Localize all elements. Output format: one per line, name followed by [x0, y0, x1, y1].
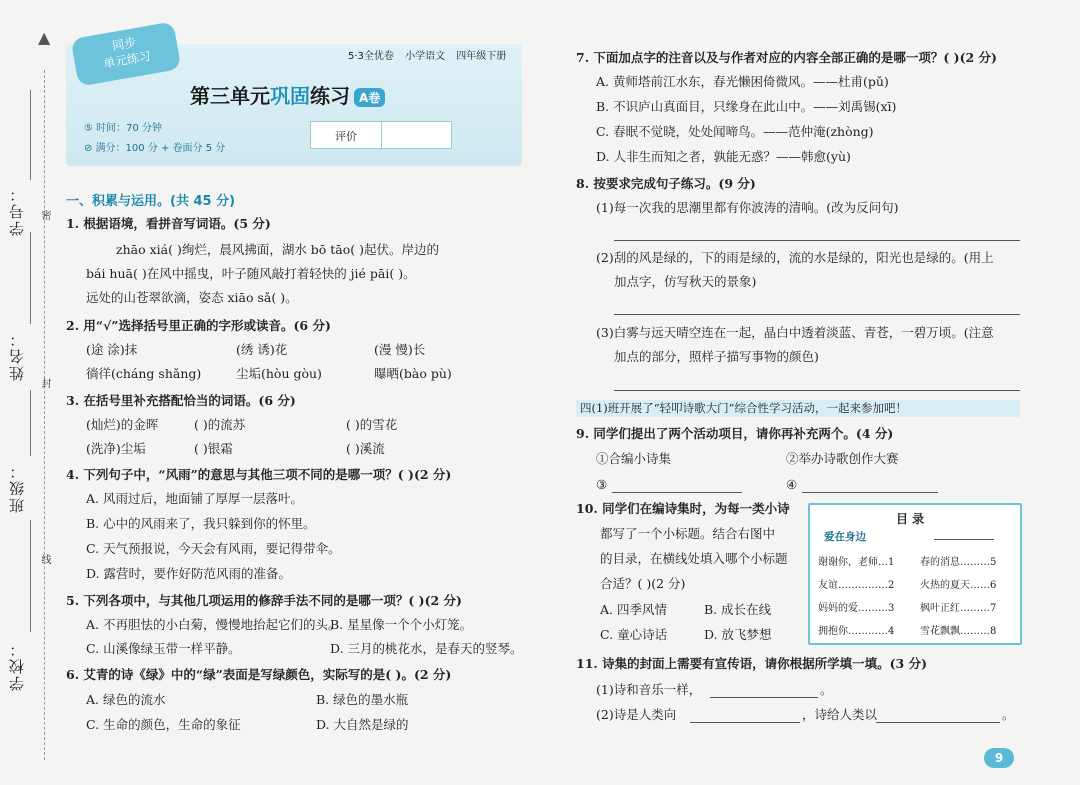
q9-item-4: ④: [786, 477, 798, 492]
q2-c[interactable]: (漫 慢)长: [374, 342, 426, 357]
toc-item: 谢谢你，老师…1: [818, 557, 895, 568]
school-label: 学校：: [8, 640, 26, 691]
q9-blank-4[interactable]: [802, 492, 938, 493]
page-title: [190, 80, 385, 109]
q10-line3: 的目录，在横线处填入哪个小标题: [600, 551, 788, 566]
q8-sub3-a: (3)白雾与远天晴空连在一起，晶白中透着淡蓝、青苍，一碧万顷。(注意: [596, 325, 994, 340]
series-name: 5·3全优卷: [348, 51, 394, 62]
q10-option-d[interactable]: D. 放飞梦想: [704, 627, 772, 642]
toc-item: 春的消息………5: [920, 557, 997, 568]
toc-item: 拥抱你…………4: [818, 626, 895, 637]
evaluation-box[interactable]: [310, 121, 452, 149]
q3-f[interactable]: ( )溪流: [346, 441, 385, 456]
title-pre: 第三单元: [190, 84, 270, 108]
q10-line2: 都写了一个小标题。结合右图中: [600, 526, 776, 541]
series-info: [340, 47, 506, 62]
q9-stem: 9. 同学们提出了两个活动项目，请你再补充两个。(4 分): [576, 426, 894, 441]
table-of-contents: [808, 503, 1022, 645]
q3-a: (灿烂)的金晖: [86, 417, 159, 432]
q8-answer-line-1[interactable]: [614, 240, 1020, 241]
title-post: 练习: [310, 84, 350, 108]
q2-d[interactable]: 徜徉(cháng shǎng): [86, 366, 202, 381]
q5-option-c[interactable]: C. 山溪像绿玉带一样平静。: [86, 641, 241, 656]
rocket-icon: ▲: [38, 28, 51, 47]
q4-option-b[interactable]: B. 心中的风雨来了，我只躲到你的怀里。: [86, 516, 316, 531]
q11-blank-2[interactable]: [690, 722, 800, 723]
time-limit: ⑤ 时间：70 分钟: [84, 123, 163, 134]
q11-line1-end: 。: [820, 682, 833, 697]
section-heading: 一、积累与运用。(共 45 分): [66, 194, 236, 209]
paper-badge: A卷: [354, 88, 385, 107]
q2-a[interactable]: (途 涂)抹: [86, 342, 138, 357]
eval-label: 评价: [335, 130, 357, 143]
q8-answer-line-3[interactable]: [614, 390, 1020, 391]
q4-option-d[interactable]: D. 露营时，要作好防范风雨的准备。: [86, 566, 292, 581]
q10-line1: 10. 同学们在编诗集时，为每一类小诗: [576, 501, 790, 516]
subject: 小学语文: [405, 51, 446, 62]
page-number: 9: [984, 748, 1014, 768]
q10-option-a[interactable]: A. 四季风情: [600, 602, 667, 617]
q11-line2-b: ，诗给人类以: [802, 707, 878, 722]
q7-option-d[interactable]: D. 人非生而知之者，孰能无惑？——韩愈(yù): [596, 149, 851, 164]
class-label: 班级：: [8, 462, 26, 513]
q8-sub1: (1)每一次我的思潮里都有你波涛的清响。(改为反问句): [596, 200, 899, 215]
toc-category: 爱在身边: [824, 531, 866, 543]
q3-e[interactable]: ( )银霜: [194, 441, 233, 456]
q8-answer-line-2[interactable]: [614, 314, 1020, 315]
q4-option-c[interactable]: C. 天气预报说，今天会有风雨，要记得带伞。: [86, 541, 341, 556]
toc-category-blank[interactable]: [934, 539, 994, 540]
q5-option-b[interactable]: B. 星星像一个个小灯笼。: [330, 617, 473, 632]
q5-stem: 5. 下列各项中，与其他几项运用的修辞手法不同的是哪一项？( )(2 分): [66, 593, 462, 608]
q6-option-c[interactable]: C. 生命的颜色，生命的象征: [86, 717, 241, 732]
q10-option-c[interactable]: C. 童心诗话: [600, 627, 668, 642]
toc-item: 友谊……………2: [818, 580, 895, 591]
q8-stem: 8. 按要求完成句子练习。(9 分): [576, 176, 756, 191]
student-id-field[interactable]: [30, 90, 31, 180]
q3-stem: 3. 在括号里补充搭配恰当的词语。(6 分): [66, 393, 296, 408]
q7-option-b[interactable]: B. 不识庐山真面目，只缘身在此山中。——刘禹锡(xī): [596, 99, 897, 114]
title-highlight: 巩固: [270, 84, 310, 108]
student-id-label: 学号：: [8, 185, 26, 236]
name-label: 姓名：: [8, 330, 26, 381]
q7-option-c[interactable]: C. 春眠不觉晓，处处闻啼鸟。——范仲淹(zhòng): [596, 124, 874, 139]
q11-blank-1[interactable]: [710, 697, 818, 698]
q9-item-1: ①合编小诗集: [596, 451, 672, 466]
school-field[interactable]: [30, 520, 31, 632]
toc-item: 枫叶正红………7: [920, 603, 997, 614]
q10-line4: 合适？( )(2 分): [600, 576, 686, 591]
q1-stem: 1. 根据语境，看拼音写词语。(5 分): [66, 216, 271, 231]
q7-option-a[interactable]: A. 黄师塔前江水东，春光懒困倚微风。——杜甫(pǔ): [596, 74, 889, 89]
q3-b[interactable]: ( )的流苏: [194, 417, 246, 432]
binding-strip: [0, 0, 56, 785]
toc-title: 目 录: [896, 512, 925, 526]
grade: 四年级下册: [456, 51, 507, 62]
badge-line2: 单元练习: [102, 48, 152, 71]
seal-char-mi: 密: [39, 210, 50, 220]
seal-char-xian: 线: [39, 554, 50, 564]
q8-sub3-b: 加点的部分，照样子描写事物的颜色): [614, 349, 819, 364]
q3-c[interactable]: ( )的雪花: [346, 417, 398, 432]
q2-f[interactable]: 曝晒(bào pù): [374, 366, 452, 381]
q3-d: (洗净)尘垢: [86, 441, 146, 456]
q2-stem: 2. 用“√”选择括号里正确的字形或读音。(6 分): [66, 318, 331, 333]
q4-option-a[interactable]: A. 风雨过后，地面铺了厚厚一层落叶。: [86, 491, 303, 506]
cut-line: [44, 70, 45, 760]
q5-option-a[interactable]: A. 不再胆怯的小白菊，慢慢地抬起它们的头。: [86, 617, 341, 632]
activity-banner: 四(1)班开展了“轻叩诗歌大门”综合性学习活动，一起来参加吧！: [576, 400, 1020, 417]
seal-char-feng: 封: [39, 378, 50, 388]
q1-line2[interactable]: bái huā( )在风中摇曳，叶子随风敲打着轻快的 jié pāi( )。: [86, 266, 416, 281]
q8-sub2-a: (2)刮的风是绿的，下的雨是绿的，流的水是绿的，阳光也是绿的。(用上: [596, 250, 994, 265]
q5-option-d[interactable]: D. 三月的桃花水，是春天的竖琴。: [330, 641, 523, 656]
q1-line3[interactable]: 远处的山苍翠欲滴，姿态 xiāo sǎ( )。: [86, 290, 298, 305]
q4-stem: 4. 下列句子中，“风雨”的意思与其他三项不同的是哪一项？( )(2 分): [66, 467, 452, 482]
q10-option-b[interactable]: B. 成长在线: [704, 602, 772, 617]
q11-stem: 11. 诗集的封面上需要有宣传语，请你根据所学填一填。(3 分): [576, 656, 927, 671]
q6-option-a[interactable]: A. 绿色的流水: [86, 692, 166, 707]
q1-line1[interactable]: zhāo xiá( )绚烂，晨风拂面，湖水 bō tāo( )起伏。岸边的: [116, 242, 440, 257]
q2-b[interactable]: (绣 诱)花: [236, 342, 288, 357]
toc-item: 雪花飘飘………8: [920, 626, 997, 637]
toc-item: 妈妈的爱………3: [818, 603, 895, 614]
q11-blank-3[interactable]: [876, 722, 1000, 723]
q6-stem: 6. 艾青的诗《绿》中的“绿”表面是写绿颜色，实际写的是( )。(2 分): [66, 667, 452, 682]
q7-stem: 7. 下面加点字的注音以及与作者对应的内容全部正确的是哪一项？( )(2 分): [576, 50, 997, 65]
q11-line1: (1)诗和音乐一样，: [596, 682, 702, 697]
class-field[interactable]: [30, 390, 31, 456]
q6-option-d[interactable]: D. 大自然是绿的: [316, 717, 409, 732]
q9-blank-3[interactable]: [612, 492, 742, 493]
name-field[interactable]: [30, 232, 31, 324]
q9-item-2: ②举办诗歌创作大赛: [786, 451, 899, 466]
q2-e[interactable]: 尘垢(hòu gòu): [236, 366, 322, 381]
q11-line2-end: 。: [1002, 707, 1015, 722]
badge-line1: 同步: [111, 35, 138, 54]
toc-item: 火热的夏天……6: [920, 580, 997, 591]
full-score: ⊘ 满分：100 分 + 卷面分 5 分: [84, 143, 226, 154]
q6-option-b[interactable]: B. 绿色的墨水瓶: [316, 692, 409, 707]
q11-line2-a: (2)诗是人类向: [596, 707, 677, 722]
q9-item-3: ③: [596, 477, 608, 492]
q8-sub2-b: 加点字，仿写秋天的景象): [614, 274, 757, 289]
